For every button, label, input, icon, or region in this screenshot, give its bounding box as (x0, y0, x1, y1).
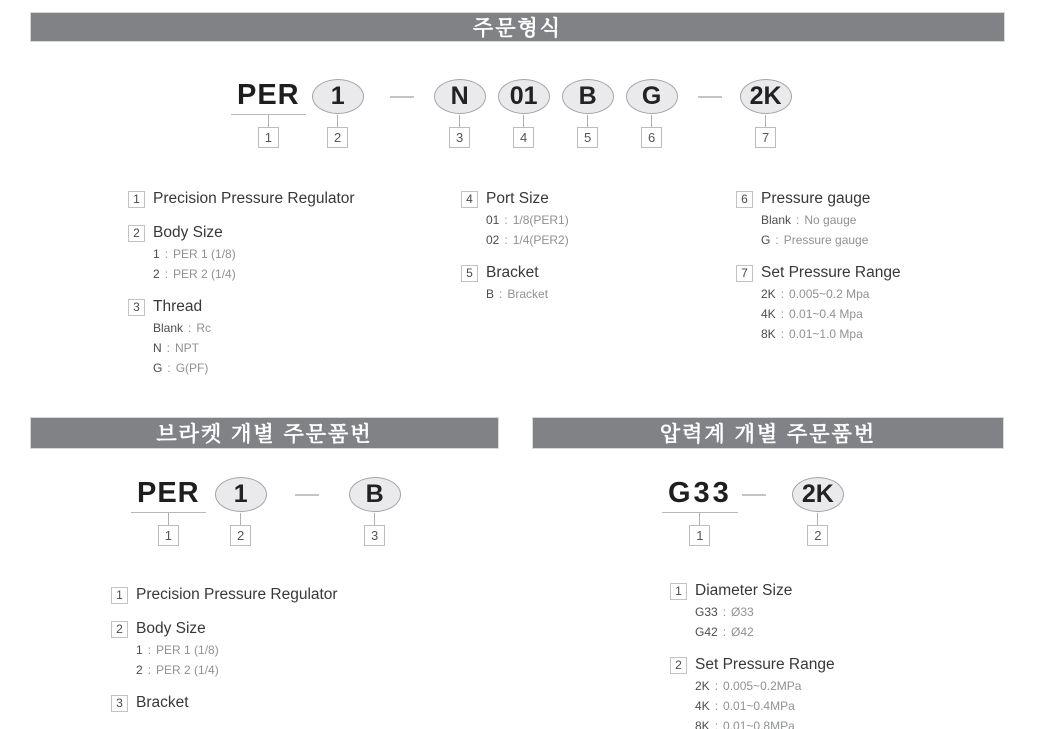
position-number-box: 4 (513, 127, 534, 148)
legend-option: G42 : Ø42 (695, 625, 754, 639)
legend-option: 1 : PER 1 (1/8) (153, 247, 236, 261)
gauge-order-header-title: 압력계 개별 주문품번 (659, 423, 877, 446)
legend-option: 8K : 0.01~1.0 Mpa (761, 327, 863, 341)
legend-title: Thread (153, 298, 203, 315)
legend-option: 01 : 1/8(PER1) (486, 213, 569, 227)
legend-item-thread (128, 296, 355, 378)
connector-line (765, 115, 766, 127)
position-number-box: 5 (577, 127, 598, 148)
legend-number-box: 3 (111, 695, 128, 712)
code-segment-pressure-range (792, 476, 844, 546)
legend-number-box: 2 (670, 657, 687, 674)
legend-column-3 (736, 188, 901, 356)
legend-number-box: 3 (128, 299, 145, 316)
connector-line (168, 513, 169, 525)
legend-number-box: 6 (736, 191, 753, 208)
legend-title: Bracket (486, 264, 539, 281)
order-format-header-title: 주문형식 (472, 17, 563, 40)
legend-column-1 (128, 188, 355, 390)
connector-line (699, 513, 700, 525)
code-ellipse: 01 (498, 79, 550, 114)
connector-line (459, 115, 460, 127)
gauge-order-code-diagram (668, 476, 844, 546)
legend-title: Precision Pressure Regulator (153, 190, 355, 207)
connector-line (651, 115, 652, 127)
connector-line (337, 115, 338, 127)
legend-option: 4K : 0.01~0.4 Mpa (761, 307, 863, 321)
legend-title: Precision Pressure Regulator (136, 586, 338, 603)
legend-number-box: 7 (736, 265, 753, 282)
legend-item-bracket (111, 692, 338, 714)
code-segment-g33 (668, 476, 732, 546)
legend-item-port-size (461, 188, 569, 250)
code-dash-separator (295, 476, 319, 513)
code-prefix-text: PER (237, 79, 300, 111)
legend-option: G : G(PF) (153, 361, 209, 375)
code-ellipse: G (626, 79, 678, 114)
legend-option: 2K : 0.005~0.2MPa (695, 679, 802, 693)
code-ellipse: 2K (792, 477, 844, 512)
legend-number-box: 5 (461, 265, 478, 282)
legend-option: G : Pressure gauge (761, 233, 869, 247)
connector-line (240, 513, 241, 525)
code-segment-port-size (498, 78, 550, 148)
position-number-box: 1 (158, 525, 179, 546)
legend-title: Bracket (136, 694, 189, 711)
code-dash-separator (698, 78, 722, 115)
legend-option: Blank : No gauge (761, 213, 857, 227)
connector-line (523, 115, 524, 127)
code-ellipse: 1 (312, 79, 364, 114)
legend-number-box: 1 (111, 587, 128, 604)
legend-option: 2 : PER 2 (1/4) (136, 663, 219, 677)
legend-option: 1 : PER 1 (1/8) (136, 643, 219, 657)
bracket-order-header-bar (30, 417, 499, 449)
legend-title: Set Pressure Range (695, 656, 835, 673)
code-dash-separator (390, 78, 414, 115)
legend-number-box: 1 (670, 583, 687, 600)
order-format-header-bar (30, 12, 1005, 42)
code-segment-per (137, 476, 200, 546)
legend-number-box: 1 (128, 191, 145, 208)
position-number-box: 3 (364, 525, 385, 546)
code-dash-separator (742, 476, 766, 513)
code-prefix (237, 78, 300, 115)
legend-item-pressure-gauge (736, 188, 901, 250)
connector-line (268, 115, 269, 127)
bracket-order-code-diagram (137, 476, 401, 546)
position-number-box: 1 (258, 127, 279, 148)
legend-item-set-pressure-range (670, 654, 835, 729)
legend-item-body-size (111, 618, 338, 680)
legend-item-set-pressure-range (736, 262, 901, 344)
connector-line (374, 513, 375, 525)
legend-title: Body Size (136, 620, 206, 637)
position-number-box: 3 (449, 127, 470, 148)
code-ellipse: N (434, 79, 486, 114)
bracket-order-header-title: 브라켓 개별 주문품번 (156, 423, 373, 446)
position-number-box: 6 (641, 127, 662, 148)
legend-option: N : NPT (153, 341, 200, 355)
code-segment-thread (434, 78, 486, 148)
dash-separator (295, 494, 319, 496)
legend-option: Blank : Rc (153, 321, 212, 335)
legend-title: Body Size (153, 224, 223, 241)
position-number-box: 1 (689, 525, 710, 546)
legend-option: 2 : PER 2 (1/4) (153, 267, 236, 281)
legend-title: Pressure gauge (761, 190, 871, 207)
legend-option: G33 : Ø33 (695, 605, 754, 619)
code-segment-body-size (215, 476, 267, 546)
legend-number-box: 4 (461, 191, 478, 208)
code-prefix-text: PER (137, 477, 200, 509)
gauge-order-legend (670, 580, 835, 729)
legend-option: B : Bracket (486, 287, 549, 301)
position-number-box: 2 (230, 525, 251, 546)
dash-separator (742, 494, 766, 496)
legend-item-regulator (128, 188, 355, 210)
legend-title: Port Size (486, 190, 549, 207)
code-segment-per (237, 78, 300, 148)
connector-line (817, 513, 818, 525)
position-number-box: 7 (755, 127, 776, 148)
code-segment-bracket (562, 78, 614, 148)
code-prefix (137, 476, 200, 513)
legend-item-bracket (461, 262, 569, 304)
legend-title: Set Pressure Range (761, 264, 901, 281)
code-prefix-text: G33 (668, 477, 732, 509)
code-segment-gauge (626, 78, 678, 148)
legend-number-box: 2 (111, 621, 128, 638)
legend-item-regulator (111, 584, 338, 606)
connector-line (587, 115, 588, 127)
position-number-box: 2 (327, 127, 348, 148)
code-ellipse: 1 (215, 477, 267, 512)
legend-column-2 (461, 188, 569, 316)
code-segment-bracket (349, 476, 401, 546)
code-ellipse: 2K (740, 79, 792, 114)
legend-option: 4K : 0.01~0.4MPa (695, 699, 795, 713)
code-ellipse: B (349, 477, 401, 512)
code-ellipse: B (562, 79, 614, 114)
legend-number-box: 2 (128, 225, 145, 242)
code-prefix (668, 476, 732, 513)
position-number-box: 2 (807, 525, 828, 546)
code-segment-body-size (312, 78, 364, 148)
legend-option: 8K : 0.01~0.8MPa (695, 719, 795, 729)
legend-option: 2K : 0.005~0.2 Mpa (761, 287, 870, 301)
code-segment-pressure-range (740, 78, 792, 148)
dash-separator (698, 96, 722, 98)
dash-separator (390, 96, 414, 98)
legend-option: 02 : 1/4(PER2) (486, 233, 569, 247)
order-format-code-diagram (237, 78, 792, 148)
gauge-order-header-bar (532, 417, 1004, 449)
bracket-order-legend (111, 584, 338, 726)
legend-item-body-size (128, 222, 355, 284)
legend-item-diameter-size (670, 580, 835, 642)
legend-title: Diameter Size (695, 582, 793, 599)
